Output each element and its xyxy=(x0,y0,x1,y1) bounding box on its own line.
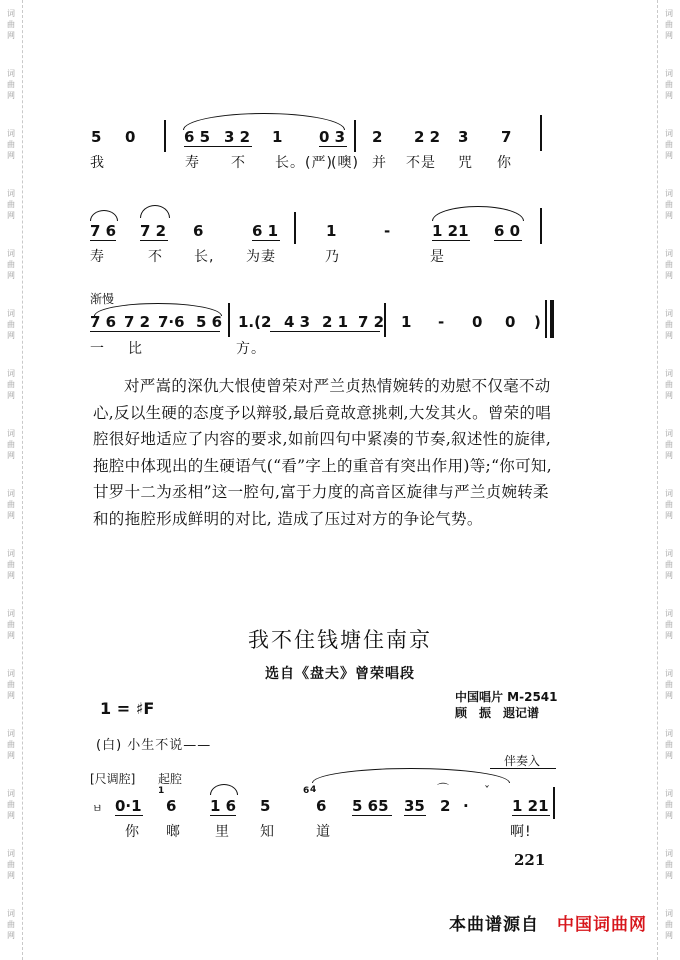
note: 2 xyxy=(440,797,451,815)
note: 6 5 xyxy=(184,128,211,146)
final-barline xyxy=(550,300,554,338)
barline xyxy=(553,787,555,819)
watermark-text: 词 曲 网 xyxy=(665,309,673,340)
underline xyxy=(432,240,470,241)
note: 2 xyxy=(372,128,383,146)
note: 6 0 xyxy=(494,222,521,240)
lyric: 方。 xyxy=(236,341,266,357)
note: 7 6 xyxy=(90,222,117,240)
underline xyxy=(352,815,392,816)
watermark-text: 词 曲 网 xyxy=(665,9,673,40)
right-watermark-column xyxy=(657,0,680,960)
lyric: 是 xyxy=(430,249,445,265)
slur xyxy=(210,784,238,795)
lyric: 寿 xyxy=(90,249,105,265)
lyric: 我 xyxy=(90,155,105,171)
lyric: 比 xyxy=(128,341,143,357)
slur xyxy=(140,205,170,218)
note: 3 2 xyxy=(224,128,251,146)
note: 7·6 xyxy=(158,313,185,331)
transcriber: 顾 振 遐记谱 xyxy=(455,706,540,720)
slur xyxy=(90,210,118,221)
note: - xyxy=(438,313,445,331)
watermark-text: 词 曲 网 xyxy=(7,909,15,940)
tune-label: [尺调腔] xyxy=(90,772,136,786)
lyric: 长, xyxy=(194,249,215,265)
lyric: 寿 xyxy=(185,155,200,171)
underline xyxy=(90,331,220,332)
lyric: 一 xyxy=(90,341,105,357)
underline xyxy=(184,146,252,147)
watermark-text: 词 曲 网 xyxy=(7,609,15,640)
underline xyxy=(252,240,280,241)
lyric: 知 xyxy=(260,824,275,840)
watermark-text: 词 曲 网 xyxy=(7,129,15,160)
underline xyxy=(404,815,426,816)
footer-source-label: 本曲谱源自 xyxy=(449,915,539,935)
watermark-text: 词 曲 网 xyxy=(665,489,673,520)
watermark-text: 词 曲 网 xyxy=(665,849,673,880)
note: 3 xyxy=(458,128,469,146)
key-signature: 1 = ♯F xyxy=(100,699,155,718)
note: 6 1 xyxy=(252,222,279,240)
note: 0 xyxy=(472,313,483,331)
watermark-text: 词 曲 网 xyxy=(665,189,673,220)
note: 6 xyxy=(193,222,204,240)
note: 2 1 xyxy=(322,313,349,331)
fermata-icon: ⌒ xyxy=(437,782,450,796)
watermark-text: 词 曲 网 xyxy=(7,489,15,520)
note: · xyxy=(463,797,469,815)
footer-brand-link[interactable]: 中国词曲网 xyxy=(557,915,647,935)
spoken-line: (白) 小生不说—— xyxy=(96,738,212,753)
note: 0·1 xyxy=(115,797,142,815)
note: 5 6 xyxy=(196,313,223,331)
lyric: 道 xyxy=(316,824,331,840)
underline xyxy=(115,815,143,816)
free-meter-icon: ㅂ xyxy=(92,802,103,815)
song-title: 我不住钱塘住南京 xyxy=(248,628,432,652)
barline xyxy=(164,120,166,152)
barline xyxy=(354,120,356,152)
left-watermark-column xyxy=(0,0,23,960)
accompaniment-line xyxy=(490,768,556,769)
note: 5 xyxy=(91,128,102,146)
note: 7 xyxy=(501,128,512,146)
slur xyxy=(432,206,524,221)
barline xyxy=(540,208,542,244)
watermark-text: 词 曲 网 xyxy=(665,429,673,460)
watermark-text: 词 曲 网 xyxy=(665,729,673,760)
underline xyxy=(270,331,380,332)
commentary-paragraph xyxy=(93,373,563,532)
breath-mark-icon: ˇ xyxy=(484,784,490,798)
note: 1.(2 xyxy=(238,313,272,331)
note: - xyxy=(384,222,391,240)
lyric: 不是 xyxy=(406,155,436,171)
tempo-marking: 渐慢 xyxy=(90,292,115,306)
note: 7 2 xyxy=(124,313,151,331)
watermark-text: 词 曲 网 xyxy=(7,789,15,820)
accompaniment-marking: 伴奏入 xyxy=(504,754,541,768)
watermark-text: 词 曲 网 xyxy=(665,69,673,100)
lyric: 咒 xyxy=(458,155,473,171)
lyric: 并 xyxy=(372,155,387,171)
underline xyxy=(319,146,347,147)
watermark-text: 词 曲 网 xyxy=(7,669,15,700)
note: 5 xyxy=(260,797,271,815)
watermark-text: 词 曲 网 xyxy=(7,369,15,400)
watermark-text: 词 曲 网 xyxy=(665,789,673,820)
note: 35 xyxy=(404,797,425,815)
watermark-text: 词 曲 网 xyxy=(665,609,673,640)
note: 1 xyxy=(401,313,412,331)
barline xyxy=(384,303,386,337)
note: 6 xyxy=(166,797,177,815)
watermark-text: 词 曲 网 xyxy=(7,429,15,460)
watermark-text: 词 曲 网 xyxy=(7,249,15,280)
underline xyxy=(512,815,550,816)
grace-note: 1 xyxy=(158,786,165,796)
lyric: 长。(严) xyxy=(275,155,333,171)
note: 0 3 xyxy=(319,128,346,146)
watermark-text: 词 曲 网 xyxy=(665,369,673,400)
watermark-text: 词 曲 网 xyxy=(665,669,673,700)
barline xyxy=(540,115,542,151)
lyric: 里 xyxy=(215,824,230,840)
note: 1 xyxy=(326,222,337,240)
watermark-text: 词 曲 网 xyxy=(7,309,15,340)
note: 1 6 xyxy=(210,797,237,815)
start-marking: 起腔 xyxy=(158,772,183,786)
watermark-text: 词 曲 网 xyxy=(7,549,15,580)
note: 7 2 xyxy=(140,222,167,240)
note: 0 xyxy=(505,313,516,331)
note: 1 21 xyxy=(432,222,469,240)
barline xyxy=(545,300,547,338)
record-number: 中国唱片 M-2541 xyxy=(455,690,558,704)
page-number: 221 xyxy=(514,851,546,869)
commentary-text: 对严嵩的深仇大恨使曾荣对严兰贞热情婉转的劝慰不仅毫不动心,反以生硬的态度予以辩驳,最后竟故意挑刺,大发其火。曾荣的唱腔很好地适应了内容的要求,如前四句中紧凑的节奏,叙述性的旋律,拖腔中体现出的生硬语气(“看”字上的重音有突出作用)等;“你可知,甘罗十二为丞相”这一腔句,富于力度的高音区旋律与严兰贞婉转柔和的拖腔形成鲜明的对比, 造成了压过对方的争论气势。 xyxy=(93,377,552,528)
watermark-text: 词 曲 网 xyxy=(665,909,673,940)
watermark-text: 词 曲 网 xyxy=(665,549,673,580)
watermark-text: 词 曲 网 xyxy=(7,9,15,40)
underline xyxy=(210,815,236,816)
watermark-text: 词 曲 网 xyxy=(665,249,673,280)
watermark-text: 词 曲 网 xyxy=(7,189,15,220)
note: ) xyxy=(534,313,541,331)
lyric: (噢) xyxy=(331,155,359,171)
phrase-slur xyxy=(312,768,510,783)
underline xyxy=(90,240,116,241)
note: 5 65 xyxy=(352,797,389,815)
note: 7 6 xyxy=(90,313,117,331)
lyric: 啷 xyxy=(166,824,181,840)
note: 7 2 xyxy=(358,313,385,331)
underline xyxy=(494,240,522,241)
song-subtitle: 选自《盘夫》曾荣唱段 xyxy=(265,666,415,682)
watermark-text: 词 曲 网 xyxy=(7,849,15,880)
lyric: 不 xyxy=(148,249,163,265)
grace-note: 4 xyxy=(310,785,317,795)
lyric: 你 xyxy=(497,155,512,171)
lyric: 不 xyxy=(231,155,246,171)
barline xyxy=(294,212,296,244)
grace-note: 6 xyxy=(303,786,310,796)
note: 1 xyxy=(272,128,283,146)
barline xyxy=(228,303,230,337)
lyric: 为妻 xyxy=(246,249,276,265)
underline xyxy=(140,240,168,241)
note: 6 xyxy=(316,797,327,815)
note: 2 2 xyxy=(414,128,441,146)
lyric: 啊! xyxy=(510,824,532,840)
note: 4 3 xyxy=(284,313,311,331)
note: 0 xyxy=(125,128,136,146)
watermark-text: 词 曲 网 xyxy=(7,69,15,100)
lyric: 你 xyxy=(125,824,140,840)
lyric: 乃 xyxy=(325,249,340,265)
watermark-text: 词 曲 网 xyxy=(665,129,673,160)
watermark-text: 词 曲 网 xyxy=(7,729,15,760)
note: 1 21 xyxy=(512,797,549,815)
